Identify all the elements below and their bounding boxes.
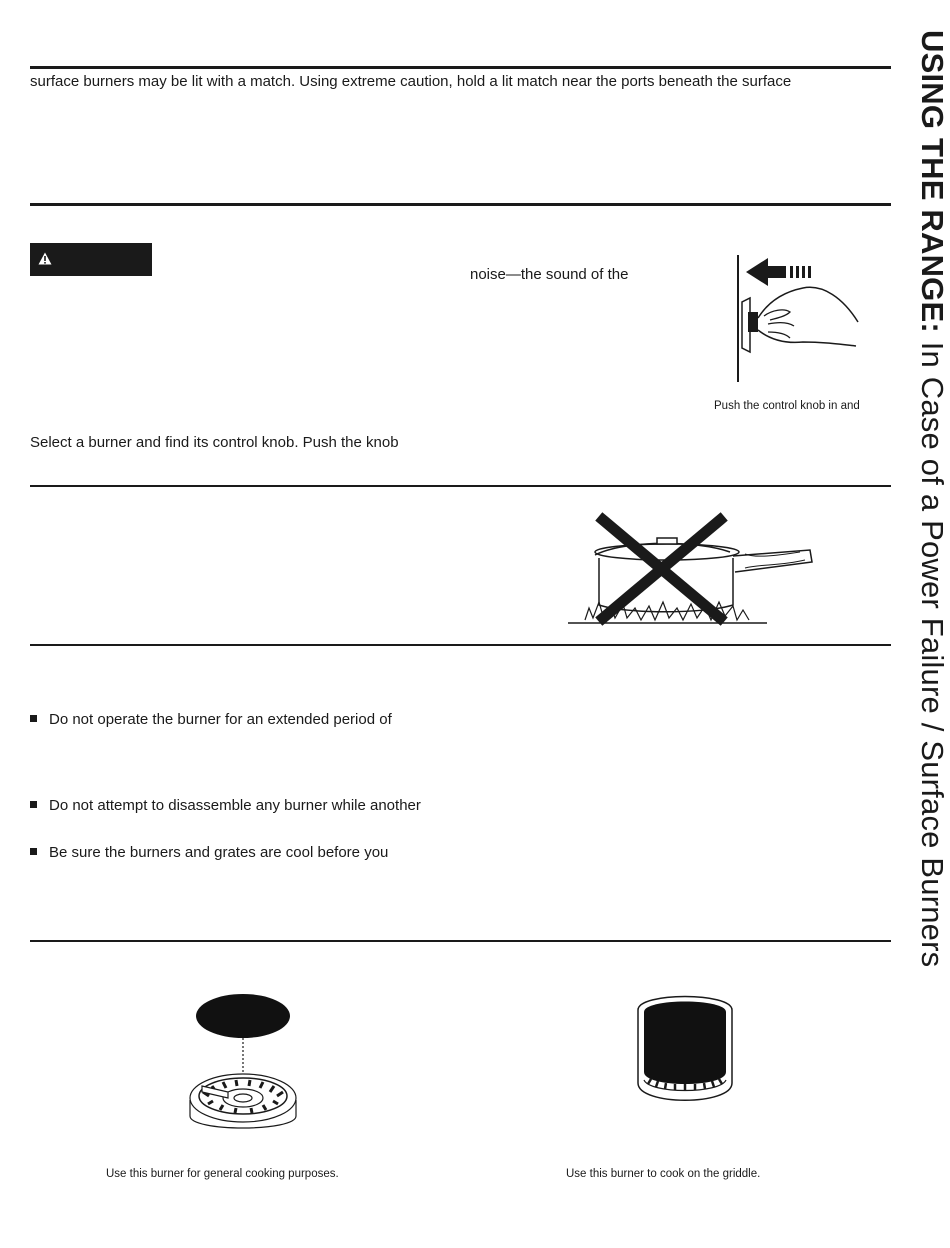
griddle-burner-caption: Use this burner to cook on the griddle. <box>566 1168 761 1180</box>
standard-burner-illustration <box>180 988 305 1143</box>
caution-bullet-text: Do not operate the burner for an extended period of <box>49 711 392 728</box>
bullet-square-icon <box>30 848 37 855</box>
section-title-sub: In Case of a Power Failure / Surface Burners <box>915 332 950 968</box>
section-rule <box>30 203 891 206</box>
noise-text: noise—the sound of the <box>470 266 629 283</box>
section-title <box>917 30 948 967</box>
section-rule <box>30 940 891 942</box>
section-rule <box>30 66 891 69</box>
bullet-square-icon <box>30 801 37 808</box>
push-knob-caption: Push the control knob in and <box>714 400 860 412</box>
push-knob-illustration <box>728 250 868 385</box>
caution-bullet-text: Do not attempt to disassemble any burner while another <box>49 797 421 814</box>
standard-burner-caption: Use this burner for general cooking purposes. <box>106 1168 339 1180</box>
pan-flame-too-high-illustration <box>565 510 820 630</box>
bullet-square-icon <box>30 715 37 722</box>
select-burner-text: Select a burner and find its control knob. Push the knob <box>30 434 399 451</box>
power-failure-text: surface burners may be lit with a match. Using extreme caution, hold a lit match near the ports beneath the surface <box>30 73 792 90</box>
caution-bullet-text: Be sure the burners and grates are cool before you <box>49 844 389 861</box>
caution-bullet <box>30 844 388 862</box>
caution-bullet <box>30 711 392 729</box>
griddle-burner-illustration <box>630 988 740 1113</box>
section-title-main: USING THE RANGE: <box>915 30 950 333</box>
section-rule <box>30 644 891 646</box>
section-rule <box>30 485 891 487</box>
caution-bullet <box>30 797 421 815</box>
warning-label <box>30 243 152 276</box>
warning-triangle-icon <box>38 252 52 265</box>
